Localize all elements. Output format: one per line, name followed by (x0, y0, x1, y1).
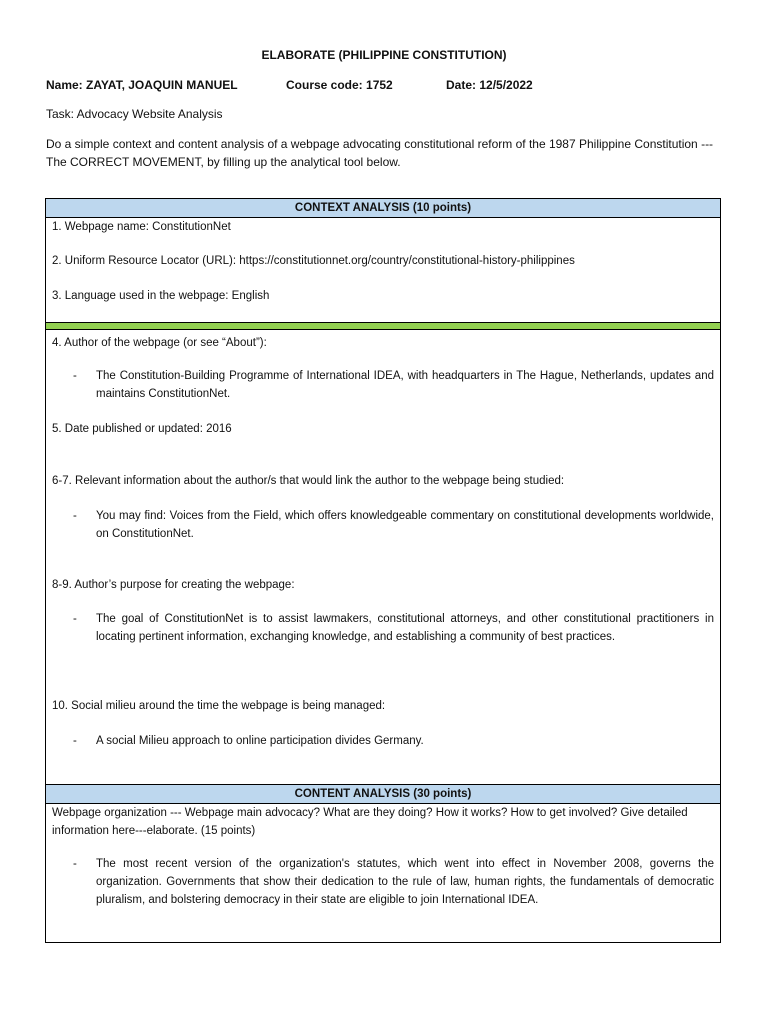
bullet-dash: - (73, 613, 77, 625)
bullet-dash: - (73, 858, 77, 870)
document-title: ELABORATE (PHILIPPINE CONSTITUTION) (261, 48, 507, 62)
bullet-dash: - (73, 735, 77, 747)
date: Date: 12/5/2022 (446, 78, 533, 92)
a67-author-info-answer: You may find: Voices from the Field, which offers knowledgeable commentary on constitutional developments worldwide, on ConstitutionNet. (96, 510, 714, 540)
task-line: Task: Advocacy Website Analysis (46, 107, 223, 121)
q3-language: 3. Language used in the webpage: English (52, 290, 270, 302)
q10-social-milieu: 10. Social milieu around the time the webpage is being managed: (52, 700, 386, 712)
q1-webpage-name: 1. Webpage name: ConstitutionNet (52, 221, 231, 233)
student-name: Name: ZAYAT, JOAQUIN MANUEL (46, 78, 238, 92)
q5-date: 5. Date published or updated: 2016 (52, 423, 232, 435)
q89-purpose: 8-9. Author’s purpose for creating the webpage: (52, 579, 295, 591)
course-code: Course code: 1752 (286, 78, 393, 92)
content-question: Webpage organization --- Webpage main advocacy? What are they doing? How it works? How to get involved? Give detailed information here---elaborate. (15 points) (52, 807, 688, 837)
content-heading: CONTENT ANALYSIS (30 points) (46, 785, 720, 804)
a4-author-answer: The Constitution-Building Programme of International IDEA, with headquarters in The Hague, Netherlands, updates and maintains ConstitutionNet. (96, 370, 714, 400)
q67-author-info: 6-7. Relevant information about the author/s that would link the author to the webpage being studied: (52, 475, 565, 487)
bullet-dash: - (73, 510, 77, 522)
instructions: Do a simple context and content analysis of a webpage advocating constitutional reform of the 1987 Philippine Constitution --- The CORRECT MOVEMENT, by filling up the analytical tool below. (46, 137, 714, 169)
context-heading: CONTEXT ANALYSIS (10 points) (46, 199, 720, 218)
a89-purpose-answer: The goal of ConstitutionNet is to assist lawmakers, constitutional attorneys, and other constitutional practitioners in locating pertinent information, exchanging knowledge, and establishing a community of best practices. (96, 613, 714, 643)
content-answer: The most recent version of the organization's statutes, which went into effect in November 2008, governs the organization. Governments that show their dedication to the rule of law, human rights, the fundamentals of democratic pluralism, and bolstering democracy in their state are eligible to join International IDEA. (96, 858, 714, 906)
q4-author: 4. Author of the webpage (or see “About”): (52, 337, 267, 349)
q2-url: 2. Uniform Resource Locator (URL): https://constitutionnet.org/country/constitutional-history-philippines (52, 255, 575, 267)
a10-social-milieu-answer: A social Milieu approach to online participation divides Germany. (96, 735, 424, 747)
bullet-dash: - (73, 370, 77, 382)
